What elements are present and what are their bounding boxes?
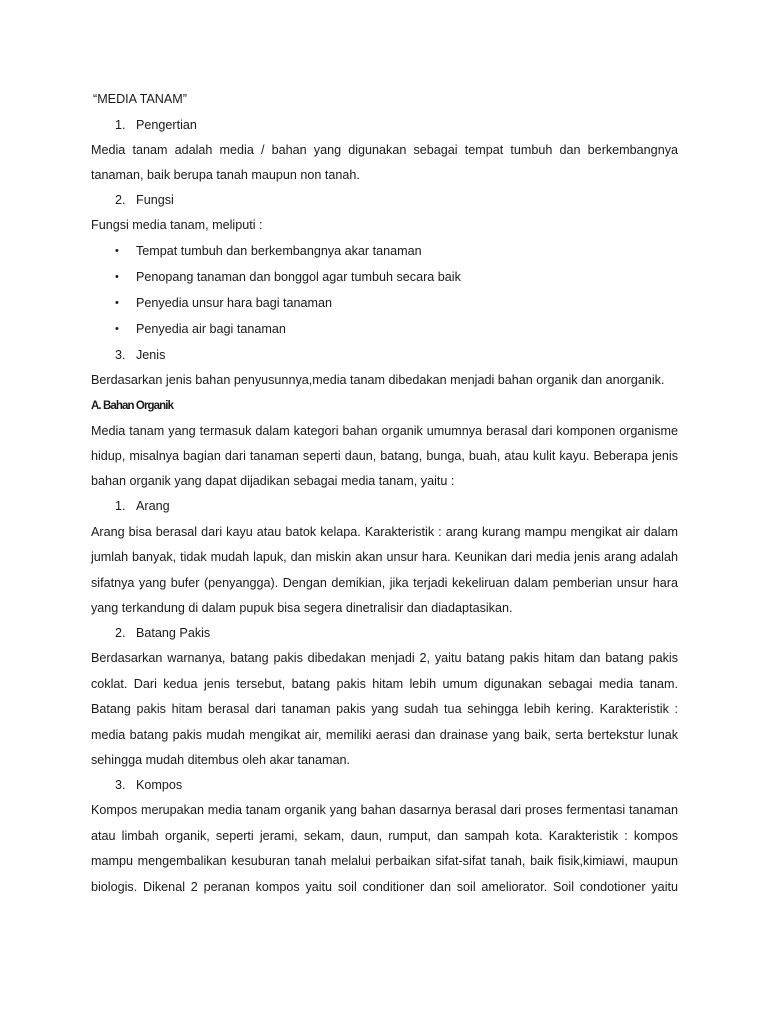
section-number: 2.	[115, 193, 126, 207]
paragraph-line: bahan organik yang dapat dijadikan sebagai media tanam, yaitu :	[91, 474, 455, 488]
bullet-icon: •	[115, 245, 119, 257]
paragraph-line: biologis. Dikenal 2 peranan kompos yaitu soil conditioner dan soil ameliorator. Soil condotioner yaitu	[91, 880, 678, 894]
list-item: Tempat tumbuh dan berkembangnya akar tanaman	[136, 244, 422, 258]
section-heading-fungsi: Fungsi	[136, 193, 174, 207]
list-item: Penyedia unsur hara bagi tanaman	[136, 296, 333, 310]
paragraph-line: jumlah banyak, tidak mudah lapuk, dan miskin akan unsur hara. Keunikan dari media jenis arang adalah	[91, 550, 678, 564]
item-heading-arang: Arang	[136, 499, 170, 513]
paragraph-line: hidup, misalnya bagian dari tanaman seperti daun, batang, bunga, buah, atau kulit kayu. Beberapa jenis	[91, 449, 678, 463]
item-heading-kompos: Kompos	[136, 778, 183, 792]
paragraph-line: yang terkandung di dalam pupuk bisa segera dinetralisir dan diadaptasikan.	[91, 601, 513, 615]
section-number: 1.	[115, 118, 126, 132]
paragraph-line: coklat. Dari kedua jenis tersebut, batang pakis hitam lebih umum digunakan sebagai media tanam.	[91, 677, 678, 691]
paragraph-line: sifatnya yang bufer (penyangga). Dengan demikian, jika terjadi kekeliruan dalam pemberian unsur hara	[91, 576, 678, 590]
paragraph-line: Fungsi media tanam, meliputi :	[91, 218, 263, 232]
paragraph-line: atau limbah organik, seperti jerami, sekam, daun, rumput, dan sampah kota. Karakteristik : kompos	[91, 829, 678, 843]
item-heading-batang-pakis: Batang Pakis	[136, 626, 211, 640]
section-number: 3.	[115, 348, 126, 362]
bullet-icon: •	[115, 297, 119, 309]
paragraph-line: Media tanam yang termasuk dalam kategori bahan organik umumnya berasal dari komponen organisme	[91, 424, 678, 438]
paragraph-line: sehingga mudah ditembus oleh akar tanaman.	[91, 753, 351, 767]
paragraph-line: mampu mengembalikan kesuburan tanah melalui perbaikan sifat-sifat tanah, baik fisik,kimiawi, maupun	[91, 854, 678, 868]
paragraph-line: media batang pakis mudah mengikat air, memiliki aerasi dan drainase yang baik, serta bertekstur lunak	[91, 728, 678, 742]
bullet-icon: •	[115, 323, 119, 335]
section-heading-jenis: Jenis	[136, 348, 166, 362]
paragraph-line: Berdasarkan warnanya, batang pakis dibedakan menjadi 2, yaitu batang pakis hitam dan batang pakis	[91, 651, 678, 665]
paragraph-line: Berdasarkan jenis bahan penyusunnya,media tanam dibedakan menjadi bahan organik dan anorganik.	[91, 373, 665, 387]
paragraph-line: Kompos merupakan media tanam organik yang bahan dasarnya berasal dari proses fermentasi tanaman	[91, 803, 678, 817]
paragraph-line: Media tanam adalah media / bahan yang digunakan sebagai tempat tumbuh dan berkembangnya	[91, 143, 678, 157]
bullet-icon: •	[115, 271, 119, 283]
item-number: 3.	[115, 778, 126, 792]
paragraph-line: Arang bisa berasal dari kayu atau batok kelapa. Karakteristik : arang kurang mampu mengikat air dalam	[91, 525, 678, 539]
item-number: 2.	[115, 626, 126, 640]
item-number: 1.	[115, 499, 126, 513]
subsection-heading-bahan-organik: A. Bahan Organik	[91, 400, 174, 412]
list-item: Penopang tanaman dan bonggol agar tumbuh secara baik	[136, 270, 461, 284]
paragraph-line: tanaman, baik berupa tanah maupun non tanah.	[91, 168, 360, 182]
section-heading-pengertian: Pengertian	[136, 118, 197, 132]
paragraph-line: Batang pakis hitam berasal dari tanaman pakis yang sudah tua sehingga lebih kering. Karakteristik :	[91, 702, 678, 716]
document-title: “MEDIA TANAM”	[93, 92, 187, 106]
list-item: Penyedia air bagi tanaman	[136, 322, 286, 336]
